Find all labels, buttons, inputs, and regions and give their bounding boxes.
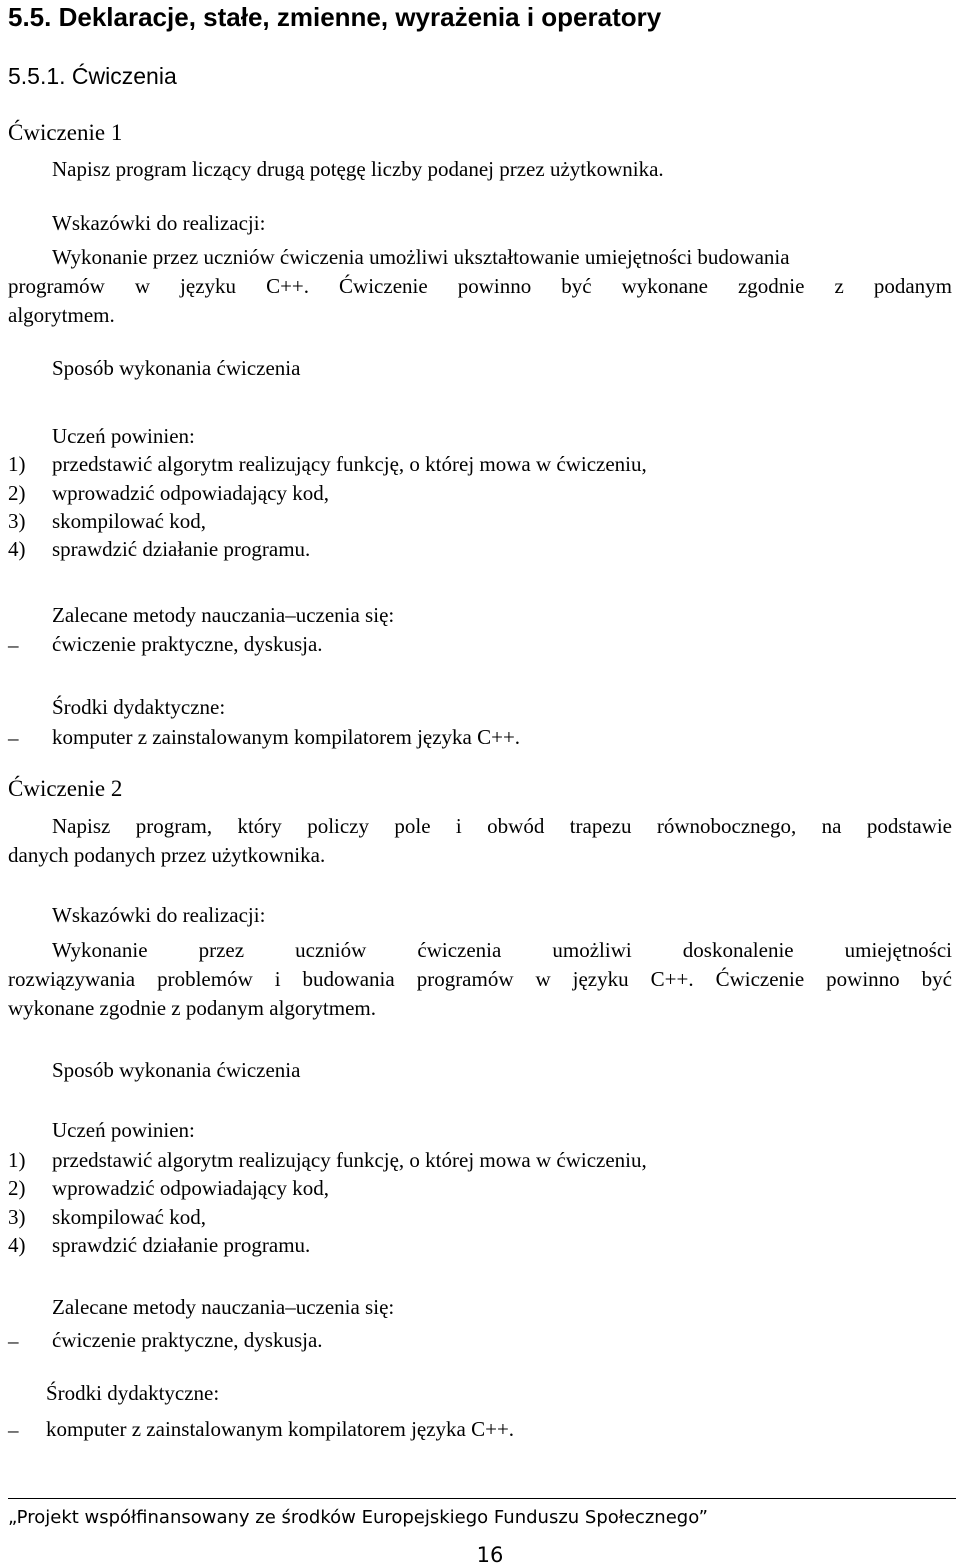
exercise1-hints-line3: algorytmem. [8,303,115,327]
exercise2-method-label: Sposób wykonania ćwiczenia [52,1058,301,1082]
exercise2-student-label: Uczeń powinien: [52,1118,195,1142]
step-text: przedstawić algorytm realizujący funkcję, o której mowa w ćwiczeniu, [52,1148,647,1172]
exercise1-means-label: Środki dydaktyczne: [52,695,226,719]
exercise1-title: Ćwiczenie 1 [8,120,123,145]
step-text: skompilować kod, [52,509,206,533]
step-number: 4) [8,1233,26,1257]
exercise2-means-item: komputer z zainstalowanym kompilatorem języka C++. [46,1417,515,1441]
exercise2-task-line1: Napisz program, który policzy pole i obwód trapezu równobocznego, na podstawie [52,814,952,838]
exercise1-methods-item: ćwiczenie praktyczne, dyskusja. [52,632,323,656]
step-text: sprawdzić działanie programu. [52,1233,311,1257]
step-text: skompilować kod, [52,1205,206,1229]
dash-bullet: – [8,726,19,750]
dash-bullet: – [8,1329,19,1353]
exercise2-methods-item: ćwiczenie praktyczne, dyskusja. [52,1328,323,1352]
step-text: przedstawić algorytm realizujący funkcję, o której mowa w ćwiczeniu, [52,452,647,476]
exercise1-step [8,536,310,562]
exercise1-task: Napisz program liczący drugą potęgę liczby podanej przez użytkownika. [52,157,664,181]
step-number: 3) [8,1205,26,1229]
dash-bullet: – [8,633,19,657]
exercise2-step [8,1147,647,1173]
step-number: 3) [8,509,26,533]
exercise2-hints-line3: wykonane zgodnie z podanym algorytmem. [8,996,376,1020]
step-number: 2) [8,1176,26,1200]
exercise1-hints-line1: Wykonanie przez uczniów ćwiczenia umożliwi ukształtowanie umiejętności budowania [52,245,790,269]
exercise2-step [8,1232,310,1258]
exercise1-student-label: Uczeń powinien: [52,424,195,448]
exercise2-hints-line2: rozwiązywania problemów i budowania programów w języku C++. Ćwiczenie powinno być [8,967,952,991]
exercise2-methods-label: Zalecane metody nauczania–uczenia się: [52,1295,395,1319]
step-text: wprowadzić odpowiadający kod, [52,481,329,505]
exercise2-task-line2: danych podanych przez użytkownika. [8,843,326,867]
step-number: 4) [8,537,26,561]
exercise1-methods-label: Zalecane metody nauczania–uczenia się: [52,603,395,627]
exercise2-means-label: Środki dydaktyczne: [46,1381,220,1405]
exercise1-means-item: komputer z zainstalowanym kompilatorem języka C++. [52,725,521,749]
footer-text: „Projekt współfinansowany ze środków Europejskiego Funduszu Społecznego” [8,1507,708,1528]
exercise2-hints-label: Wskazówki do realizacji: [52,903,266,927]
exercise1-step [8,451,647,477]
step-text: sprawdzić działanie programu. [52,537,311,561]
exercise2-hints-line1: Wykonanie przez uczniów ćwiczenia umożliwi doskonalenie umiejętności [52,938,952,962]
step-text: wprowadzić odpowiadający kod, [52,1176,329,1200]
exercise2-step [8,1204,206,1230]
exercise1-step [8,480,329,506]
subsection-heading: 5.5.1. Ćwiczenia [8,63,177,89]
exercise2-title: Ćwiczenie 2 [8,776,123,801]
step-number: 2) [8,481,26,505]
footer-rule [8,1498,956,1499]
exercise1-hints-label: Wskazówki do realizacji: [52,211,266,235]
exercise2-step [8,1175,329,1201]
page-number: 16 [476,1543,504,1567]
exercise1-step [8,508,206,534]
section-heading: 5.5. Deklaracje, stałe, zmienne, wyrażenia i operatory [8,2,662,32]
exercise1-method-label: Sposób wykonania ćwiczenia [52,356,301,380]
step-number: 1) [8,1148,26,1172]
step-number: 1) [8,452,26,476]
dash-bullet: – [8,1418,19,1442]
exercise1-hints-line2: programów w języku C++. Ćwiczenie powinno być wykonane zgodnie z podanym [8,274,952,298]
